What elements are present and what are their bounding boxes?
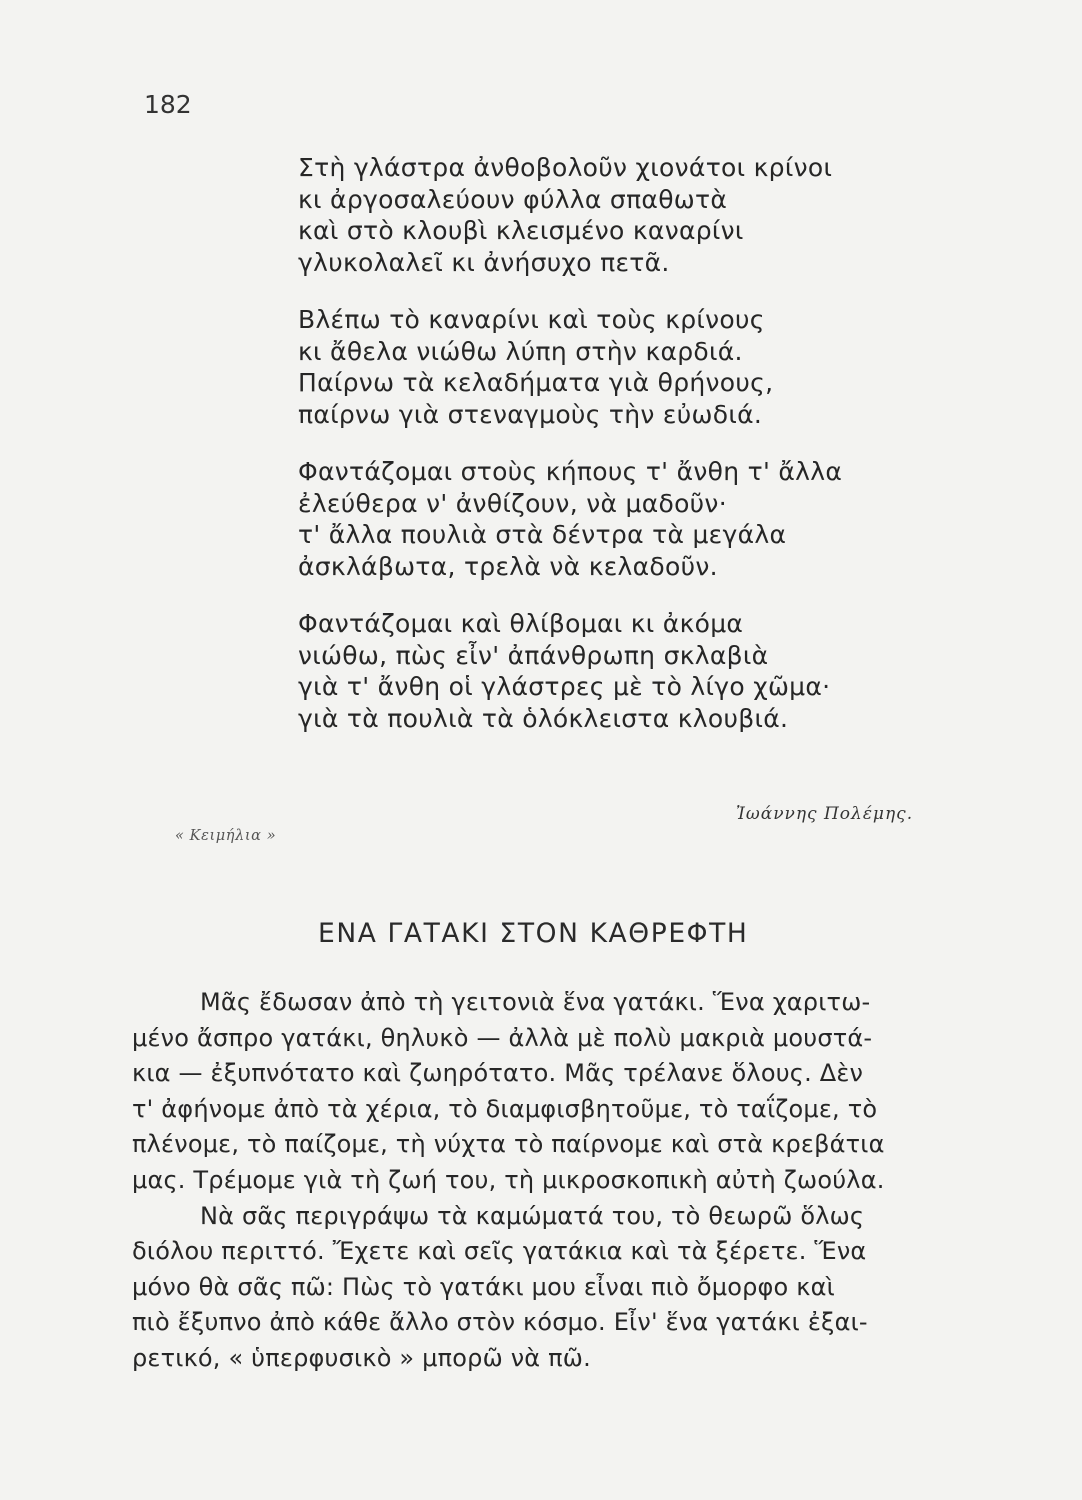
story-line: πλένομε, τὸ παίζομε, τὴ νύχτα τὸ παίρνομε καὶ στὰ κρεβάτια <box>132 1130 885 1159</box>
story-line: κια — ἐξυπνότατο καὶ ζωηρότατο. Μᾶς τρέλανε ὅλους. Δὲν <box>132 1059 864 1088</box>
poem-line: κι ἄθελα νιώθω λύπη στὴν καρδιά. <box>298 336 743 366</box>
poem-line: γλυκολαλεῖ κι ἀνήσυχο πετᾶ. <box>298 247 670 277</box>
poem-line: ἀσκλάβωτα, τρελὰ νὰ κελαδοῦν. <box>298 551 718 581</box>
story-line: πιὸ ἔξυπνο ἀπὸ κάθε ἄλλο στὸν κόσμο. Εἶν' ἕνα γατάκι ἐξαι- <box>132 1308 868 1337</box>
poem-line: νιώθω, πὼς εἶν' ἀπάνθρωπη σκλαβιὰ <box>298 640 769 670</box>
story-line: μας. Τρέμομε γιὰ τὴ ζωή του, τὴ μικροσκοπικὴ αὐτὴ ζωούλα. <box>132 1165 885 1194</box>
poem-line: Φαντάζομαι καὶ θλίβομαι κι ἀκόμα <box>298 609 744 638</box>
poem-line: παίρνω γιὰ στεναγμοὺς τὴν εὐωδιά. <box>298 399 763 429</box>
story-title: ΕΝΑ ΓΑΤΑΚΙ ΣΤΟΝ ΚΑΘΡΕΦΤΗ <box>318 918 749 949</box>
story-line: διόλου περιττό. Ἔχετε καὶ σεῖς γατάκια καὶ τὰ ξέρετε. Ἕνα <box>132 1237 867 1266</box>
poem-line: καὶ στὸ κλουβὶ κλεισμένο καναρίνι <box>298 216 744 245</box>
poem-line: Στὴ γλάστρα ἀνθοβολοῦν χιονάτοι κρίνοι <box>298 153 833 182</box>
poem-line: γιὰ τὰ πουλιὰ τὰ ὁλόκλειστα κλουβιά. <box>298 703 789 733</box>
poem-line: Παίρνω τὰ κελαδήματα γιὰ θρήνους, <box>298 368 774 397</box>
poem-source: « Κειμήλια » <box>175 828 277 844</box>
poem-stanza-2 <box>298 304 938 430</box>
poem-stanza-3 <box>298 456 938 582</box>
page-number: 182 <box>144 90 192 119</box>
poem-line: Βλέπω τὸ καναρίνι καὶ τοὺς κρίνους <box>298 305 765 334</box>
poem-stanza-1 <box>298 152 938 278</box>
poem-line: γιὰ τ' ἄνθη οἱ γλάστρες μὲ τὸ λίγο χῶμα· <box>298 672 831 701</box>
story-line: Νὰ σᾶς περιγράψω τὰ καμώματά του, τὸ θεωρῶ ὅλως <box>200 1201 865 1230</box>
poem-line: κι ἀργοσαλεύουν φύλλα σπαθωτὰ <box>298 184 728 214</box>
story-body <box>132 985 982 1377</box>
poem-line: ἐλεύθερα ν' ἀνθίζουν, νὰ μαδοῦν· <box>298 488 727 518</box>
story-line: Μᾶς ἔδωσαν ἀπὸ τὴ γειτονιὰ ἕνα γατάκι. Ἕνα χαριτω- <box>200 988 871 1016</box>
poem-author: Ἰωάννης Πολέμης. <box>736 804 914 824</box>
story-line: μένο ἄσπρο γατάκι, θηλυκὸ — ἀλλὰ μὲ πολὺ μακριὰ μουστά- <box>132 1023 873 1052</box>
story-line: τ' ἀφήνομε ἀπὸ τὰ χέρια, τὸ διαμφισβητοῦμε, τὸ ταΐζομε, τὸ <box>132 1094 878 1123</box>
story-line: μόνο θὰ σᾶς πῶ: Πὼς τὸ γατάκι μου εἶναι πιὸ ὄμορφο καὶ <box>132 1272 835 1301</box>
poem-line: τ' ἄλλα πουλιὰ στὰ δέντρα τὰ μεγάλα <box>298 520 787 549</box>
poem-stanza-4 <box>298 608 938 734</box>
poem-line: Φαντάζομαι στοὺς κήπους τ' ἄνθη τ' ἄλλα <box>298 457 843 486</box>
poem <box>298 152 938 760</box>
story-line: ρετικό, « ὑπερφυσικὸ » μπορῶ νὰ πῶ. <box>132 1343 591 1372</box>
